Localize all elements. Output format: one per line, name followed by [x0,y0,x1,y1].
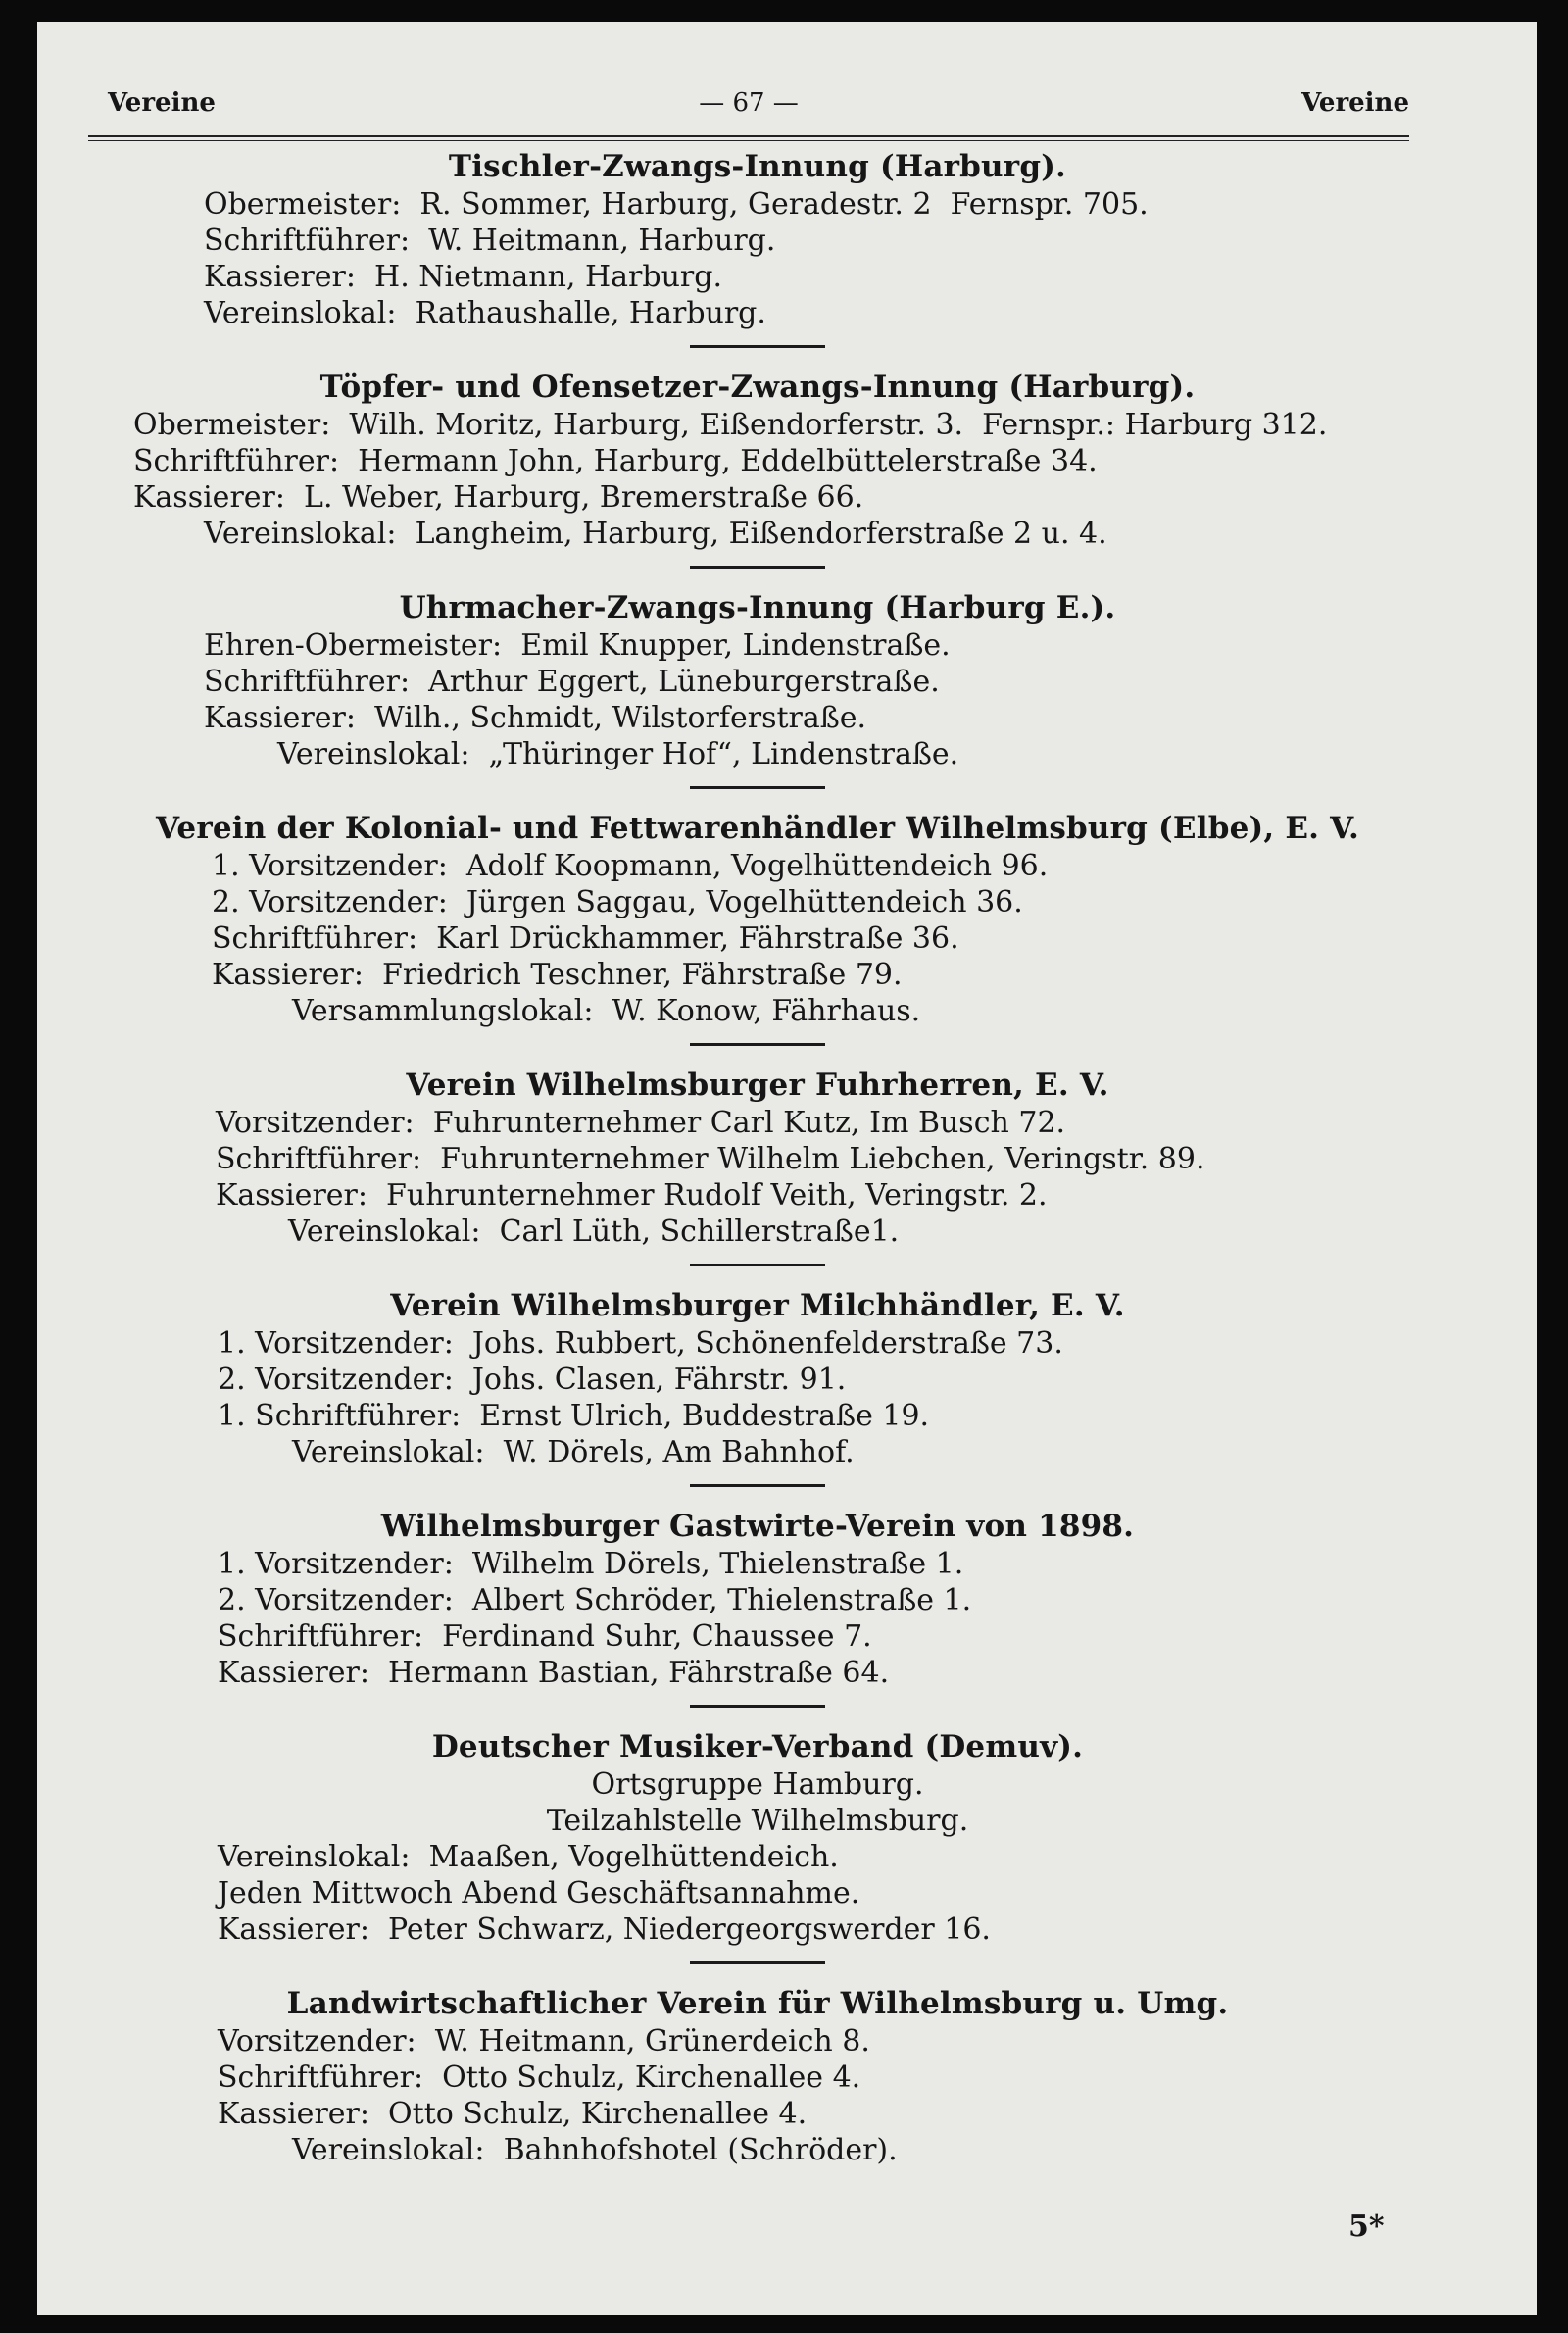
section-separator [690,1264,825,1266]
section-subtitle: Teilzahlstelle Wilhelmsburg. [546,1804,969,1838]
entry-line: Schriftführer: Fuhrunternehmer Wilhelm Liebchen, Veringstr. 89. [216,1142,1205,1176]
section-tischler [96,147,1419,331]
entry-line: Schriftführer: Hermann John, Harburg, Eddelbüttelerstraße 34. [133,444,1098,478]
entry-line: Kassierer: Hermann Bastian, Fährstraße 64. [218,1656,890,1690]
entry-line: Schriftführer: Ferdinand Suhr, Chaussee 7. [218,1619,872,1654]
entry-line: Kassierer: Peter Schwarz, Niedergeorgswerder 16. [218,1912,991,1947]
section-title: Landwirtschaftlicher Verein für Wilhelmsburg u. Umg. [286,1986,1229,2021]
section-toepfer [96,368,1419,552]
section-title: Verein Wilhelmsburger Fuhrherren, E. V. [406,1067,1109,1103]
section-title: Uhrmacher-Zwangs-Innung (Harburg E.). [399,590,1116,625]
section-fuhrherren [96,1066,1419,1250]
entry-line: Kassierer: Fuhrunternehmer Rudolf Veith, Veringstr. 2. [216,1178,1048,1213]
entry-line: Vorsitzender: W. Heitmann, Grünerdeich 8. [218,2024,870,2059]
document-page [37,22,1537,2315]
header-rule [88,135,1409,141]
entry-line: Schriftführer: Arthur Eggert, Lüneburgerstraße. [204,665,940,699]
signature-mark: 5* [1348,2209,1385,2244]
section-separator [690,1705,825,1708]
section-separator [690,1484,825,1487]
entry-line: 1. Vorsitzender: Adolf Koopmann, Vogelhüttendeich 96. [212,849,1049,883]
entry-line: Kassierer: L. Weber, Harburg, Bremerstraße 66. [133,480,864,515]
entry-line: Versammlungslokal: W. Konow, Fährhaus. [292,994,921,1028]
section-title: Verein der Kolonial- und Fettwarenhändler Wilhelmsburg (Elbe), E. V. [156,811,1359,846]
section-kolonial [96,809,1419,1029]
section-uhrmacher [96,588,1419,772]
section-milchhaendler [96,1286,1419,1470]
entry-line: Vereinslokal: Maaßen, Vogelhüttendeich. [218,1840,839,1874]
header-left: Vereine [108,88,216,118]
entry-line: Ehren-Obermeister: Emil Knupper, Lindenstraße. [204,628,951,663]
entry-line: 1. Vorsitzender: Johs. Rubbert, Schönenfelderstraße 73. [218,1326,1063,1361]
entry-line: Schriftführer: Otto Schulz, Kirchenallee 4. [218,2060,861,2095]
content [96,147,1419,2168]
entry-line: 1. Vorsitzender: Wilhelm Dörels, Thielenstraße 1. [218,1547,964,1581]
entry-line: Vereinslokal: Carl Lüth, Schillerstraße1. [288,1215,900,1249]
entry-line: 2. Vorsitzender: Johs. Clasen, Fährstr. 91. [218,1363,847,1397]
section-separator [690,1043,825,1046]
page-header [88,88,1409,127]
entry-line: Kassierer: Wilh., Schmidt, Wilstorferstraße. [204,701,867,735]
entry-line: Vereinslokal: Bahnhofshotel (Schröder). [292,2133,898,2167]
section-title: Verein Wilhelmsburger Milchhändler, E. V. [390,1288,1125,1323]
entry-line: Vereinslokal: Rathaushalle, Harburg. [204,296,766,330]
entry-line: Kassierer: Otto Schulz, Kirchenallee 4. [218,2097,808,2131]
section-separator [690,786,825,789]
section-landwirtschaft [96,1984,1419,2168]
entry-line: 1. Schriftführer: Ernst Ulrich, Buddestraße 19. [218,1399,930,1433]
entry-line: Schriftführer: Karl Drückhammer, Fährstraße 36. [212,921,959,956]
entry-line: Jeden Mittwoch Abend Geschäftsannahme. [218,1876,860,1911]
section-title: Wilhelmsburger Gastwirte-Verein von 1898. [380,1509,1135,1544]
entry-line: Kassierer: Friedrich Teschner, Fährstraße 79. [212,958,903,992]
section-separator [690,566,825,569]
section-gastwirte [96,1507,1419,1691]
section-title: Tischler-Zwangs-Innung (Harburg). [448,149,1067,184]
section-musiker [96,1727,1419,1948]
entry-line: Vereinslokal: Langheim, Harburg, Eißendorferstraße 2 u. 4. [204,517,1107,551]
section-title: Töpfer- und Ofensetzer-Zwangs-Innung (Harburg). [319,370,1196,405]
section-separator [690,345,825,348]
page-number: — 67 — [699,88,799,118]
section-title: Deutscher Musiker-Verband (Demuv). [431,1729,1084,1764]
entry-line: 2. Vorsitzender: Albert Schröder, Thielenstraße 1. [218,1583,972,1617]
header-right: Vereine [1301,88,1409,118]
entry-line: Vereinslokal: „Thüringer Hof“, Lindenstraße. [277,737,959,771]
entry-line: Vereinslokal: W. Dörels, Am Bahnhof. [292,1435,855,1469]
entry-line: Kassierer: H. Nietmann, Harburg. [204,260,722,294]
entry-line: 2. Vorsitzender: Jürgen Saggau, Vogelhüttendeich 36. [212,885,1023,919]
section-separator [690,1961,825,1964]
entry-line: Obermeister: Wilh. Moritz, Harburg, Eißendorferstr. 3. Fernspr.: Harburg 312. [133,408,1328,442]
section-subtitle: Ortsgruppe Hamburg. [591,1767,924,1802]
entry-line: Vorsitzender: Fuhrunternehmer Carl Kutz, Im Busch 72. [216,1106,1066,1140]
entry-line: Obermeister: R. Sommer, Harburg, Geradestr. 2 Fernspr. 705. [204,187,1149,222]
entry-line: Schriftführer: W. Heitmann, Harburg. [204,223,776,258]
